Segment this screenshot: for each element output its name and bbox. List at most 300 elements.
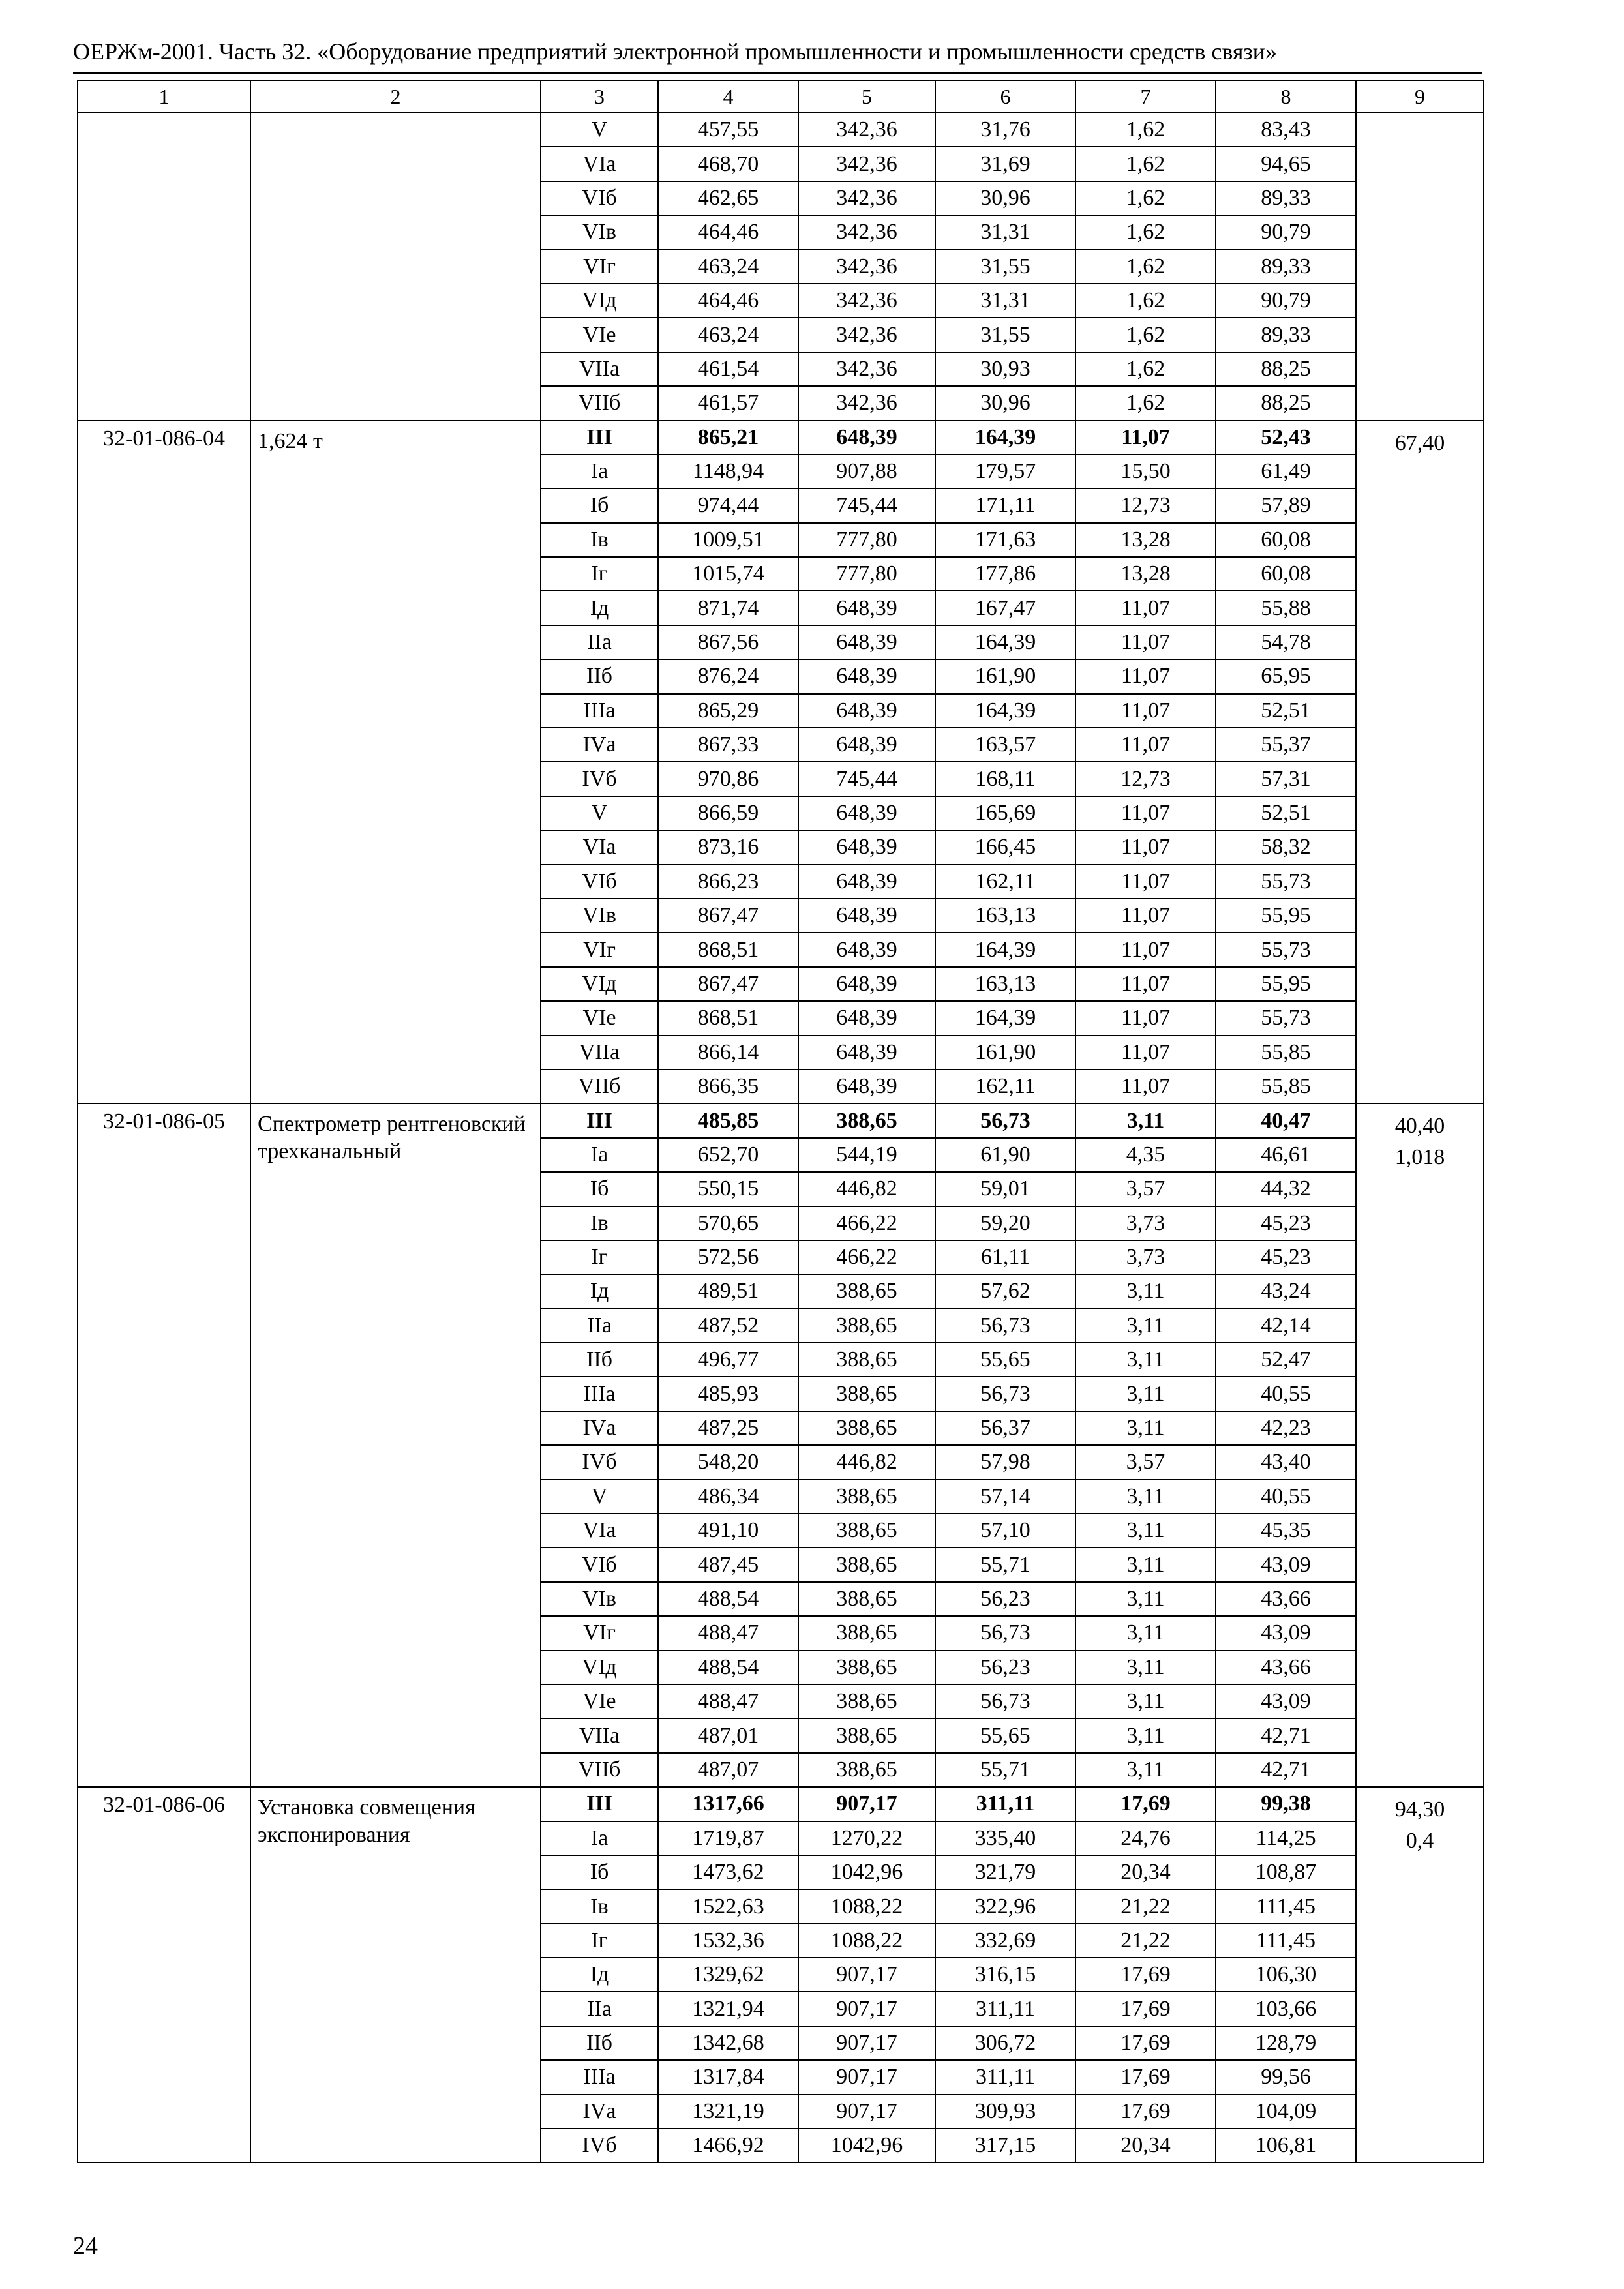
column-number: 4 <box>658 80 798 113</box>
machinist-wages-cell: 13,28 <box>1075 523 1216 557</box>
materials-cell: 55,85 <box>1216 1036 1356 1070</box>
wages-cell: 907,88 <box>798 455 935 488</box>
materials-cell: 111,45 <box>1216 1924 1356 1958</box>
wages-cell: 466,22 <box>798 1206 935 1240</box>
table-row <box>78 113 1484 147</box>
variant-cell: VIд <box>541 284 658 318</box>
total-cost-cell: 867,47 <box>658 967 798 1001</box>
total-cost-cell: 487,01 <box>658 1718 798 1752</box>
machines-cell: 56,73 <box>935 1309 1075 1343</box>
machines-cell: 161,90 <box>935 659 1075 693</box>
total-cost-cell: 487,52 <box>658 1309 798 1343</box>
machinist-wages-cell: 1,62 <box>1075 215 1216 249</box>
total-cost-cell: 550,15 <box>658 1172 798 1206</box>
variant-cell: IIа <box>541 1992 658 2026</box>
machinist-wages-cell: 11,07 <box>1075 899 1216 933</box>
variant-cell: Iг <box>541 557 658 591</box>
materials-cell: 42,71 <box>1216 1753 1356 1787</box>
total-cost-cell: 1466,92 <box>658 2129 798 2162</box>
machines-cell: 317,15 <box>935 2129 1075 2162</box>
variant-cell: VIд <box>541 1651 658 1684</box>
wages-cell: 777,80 <box>798 523 935 557</box>
machines-cell: 161,90 <box>935 1036 1075 1070</box>
wages-cell: 648,39 <box>798 796 935 830</box>
materials-cell: 89,33 <box>1216 318 1356 352</box>
materials-cell: 55,73 <box>1216 933 1356 966</box>
variant-cell: VIв <box>541 215 658 249</box>
wages-cell: 1270,22 <box>798 1821 935 1855</box>
variant-cell: VIIа <box>541 352 658 386</box>
variant-cell: Iв <box>541 1206 658 1240</box>
total-cost-cell: 468,70 <box>658 147 798 181</box>
total-cost-cell: 572,56 <box>658 1240 798 1274</box>
variant-cell: IVа <box>541 2095 658 2129</box>
machinist-wages-cell: 3,11 <box>1075 1753 1216 1787</box>
wages-cell: 388,65 <box>798 1651 935 1684</box>
variant-cell: IIIа <box>541 694 658 728</box>
variant-cell: VIб <box>541 865 658 899</box>
total-cost-cell: 866,14 <box>658 1036 798 1070</box>
materials-cell: 43,09 <box>1216 1616 1356 1650</box>
wages-cell: 388,65 <box>798 1377 935 1411</box>
total-cost-cell: 487,07 <box>658 1753 798 1787</box>
machines-cell: 162,11 <box>935 865 1075 899</box>
machinist-wages-cell: 11,07 <box>1075 659 1216 693</box>
materials-cell: 55,88 <box>1216 591 1356 625</box>
total-cost-cell: 487,45 <box>658 1548 798 1581</box>
total-cost-cell: 570,65 <box>658 1206 798 1240</box>
wages-cell: 648,39 <box>798 591 935 625</box>
wages-cell: 342,36 <box>798 284 935 318</box>
total-cost-cell: 866,59 <box>658 796 798 830</box>
wages-cell: 648,39 <box>798 728 935 762</box>
machinist-wages-cell: 3,11 <box>1075 1309 1216 1343</box>
materials-cell: 58,32 <box>1216 830 1356 864</box>
machinist-wages-cell: 3,73 <box>1075 1240 1216 1274</box>
total-cost-cell: 1317,84 <box>658 2060 798 2094</box>
materials-cell: 108,87 <box>1216 1855 1356 1889</box>
wages-cell: 388,65 <box>798 1480 935 1514</box>
col9-value: 67,40 <box>1394 430 1445 455</box>
wages-cell: 342,36 <box>798 318 935 352</box>
variant-cell: Iб <box>541 488 658 522</box>
machinist-wages-cell: 17,69 <box>1075 2026 1216 2060</box>
wages-cell: 388,65 <box>798 1343 935 1377</box>
total-cost-cell: 865,21 <box>658 421 798 455</box>
variant-cell: III <box>541 421 658 455</box>
machines-cell: 55,65 <box>935 1718 1075 1752</box>
machines-cell: 31,76 <box>935 113 1075 147</box>
wages-cell: 342,36 <box>798 352 935 386</box>
machines-cell: 56,73 <box>935 1377 1075 1411</box>
machines-cell: 164,39 <box>935 421 1075 455</box>
wages-cell: 388,65 <box>798 1103 935 1137</box>
materials-cell: 43,09 <box>1216 1548 1356 1581</box>
wages-cell: 1088,22 <box>798 1889 935 1923</box>
col9-cell-empty <box>1356 113 1484 421</box>
machinist-wages-cell: 11,07 <box>1075 967 1216 1001</box>
machinist-wages-cell: 17,69 <box>1075 1958 1216 1992</box>
rate-name: 1,624 т <box>250 421 541 1104</box>
wages-cell: 388,65 <box>798 1616 935 1650</box>
machinist-wages-cell: 13,28 <box>1075 557 1216 591</box>
total-cost-cell: 485,85 <box>658 1103 798 1137</box>
machinist-wages-cell: 21,22 <box>1075 1924 1216 1958</box>
total-cost-cell: 1317,66 <box>658 1787 798 1821</box>
variant-cell: VIб <box>541 181 658 215</box>
machines-cell: 164,39 <box>935 1001 1075 1035</box>
variant-cell: Iв <box>541 1889 658 1923</box>
total-cost-cell: 488,47 <box>658 1616 798 1650</box>
materials-cell: 44,32 <box>1216 1172 1356 1206</box>
machines-cell: 30,93 <box>935 352 1075 386</box>
wages-cell: 907,17 <box>798 2095 935 2129</box>
running-header: ОЕРЖм-2001. Часть 32. «Оборудование предприятий электронной промышленности и промышленности средств связи» <box>73 38 1277 65</box>
materials-cell: 111,45 <box>1216 1889 1356 1923</box>
variant-cell: VIIа <box>541 1036 658 1070</box>
total-cost-cell: 873,16 <box>658 830 798 864</box>
total-cost-cell: 867,33 <box>658 728 798 762</box>
machinist-wages-cell: 1,62 <box>1075 318 1216 352</box>
variant-cell: VIIа <box>541 1718 658 1752</box>
materials-cell: 43,66 <box>1216 1651 1356 1684</box>
total-cost-cell: 486,34 <box>658 1480 798 1514</box>
materials-cell: 94,65 <box>1216 147 1356 181</box>
machinist-wages-cell: 3,11 <box>1075 1548 1216 1581</box>
machinist-wages-cell: 11,07 <box>1075 625 1216 659</box>
wages-cell: 648,39 <box>798 659 935 693</box>
wages-cell: 1088,22 <box>798 1924 935 1958</box>
total-cost-cell: 866,35 <box>658 1070 798 1103</box>
machines-cell: 61,11 <box>935 1240 1075 1274</box>
machinist-wages-cell: 3,11 <box>1075 1274 1216 1308</box>
wages-cell: 907,17 <box>798 1787 935 1821</box>
total-cost-cell: 464,46 <box>658 215 798 249</box>
variant-cell: VIб <box>541 1548 658 1581</box>
materials-cell: 52,47 <box>1216 1343 1356 1377</box>
wages-cell: 745,44 <box>798 762 935 796</box>
wages-cell: 388,65 <box>798 1718 935 1752</box>
machinist-wages-cell: 15,50 <box>1075 455 1216 488</box>
wages-cell: 745,44 <box>798 488 935 522</box>
total-cost-cell: 876,24 <box>658 659 798 693</box>
materials-cell: 55,95 <box>1216 967 1356 1001</box>
variant-cell: V <box>541 796 658 830</box>
wages-cell: 388,65 <box>798 1309 935 1343</box>
total-cost-cell: 974,44 <box>658 488 798 522</box>
materials-cell: 42,71 <box>1216 1718 1356 1752</box>
wages-cell: 342,36 <box>798 250 935 284</box>
machines-cell: 179,57 <box>935 455 1075 488</box>
materials-cell: 60,08 <box>1216 557 1356 591</box>
machinist-wages-cell: 11,07 <box>1075 728 1216 762</box>
materials-cell: 90,79 <box>1216 284 1356 318</box>
page-number: 24 <box>73 2232 98 2260</box>
machines-cell: 56,73 <box>935 1103 1075 1137</box>
machinist-wages-cell: 3,57 <box>1075 1172 1216 1206</box>
machinist-wages-cell: 11,07 <box>1075 830 1216 864</box>
variant-cell: Iд <box>541 1274 658 1308</box>
variant-cell: V <box>541 1480 658 1514</box>
machines-cell: 171,63 <box>935 523 1075 557</box>
column-number: 5 <box>798 80 935 113</box>
total-cost-cell: 488,54 <box>658 1651 798 1684</box>
machines-cell: 56,37 <box>935 1411 1075 1445</box>
machines-cell: 55,71 <box>935 1548 1075 1581</box>
variant-cell: Iб <box>541 1855 658 1889</box>
wages-cell: 648,39 <box>798 421 935 455</box>
variant-cell: Iа <box>541 455 658 488</box>
total-cost-cell: 464,46 <box>658 284 798 318</box>
header-rule <box>73 72 1482 74</box>
materials-cell: 52,51 <box>1216 694 1356 728</box>
machines-cell: 59,01 <box>935 1172 1075 1206</box>
machines-cell: 309,93 <box>935 2095 1075 2129</box>
machinist-wages-cell: 3,11 <box>1075 1103 1216 1137</box>
rate-name: Спектрометр рентгеновский трехканальный <box>250 1103 541 1787</box>
column-number: 3 <box>541 80 658 113</box>
column-number: 2 <box>250 80 541 113</box>
machines-cell: 163,57 <box>935 728 1075 762</box>
wages-cell: 466,22 <box>798 1240 935 1274</box>
total-cost-cell: 652,70 <box>658 1138 798 1172</box>
materials-cell: 43,24 <box>1216 1274 1356 1308</box>
total-cost-cell: 1719,87 <box>658 1821 798 1855</box>
total-cost-cell: 1321,19 <box>658 2095 798 2129</box>
wages-cell: 907,17 <box>798 2026 935 2060</box>
materials-cell: 55,85 <box>1216 1070 1356 1103</box>
machinist-wages-cell: 17,69 <box>1075 2095 1216 2129</box>
wages-cell: 648,39 <box>798 625 935 659</box>
total-cost-cell: 491,10 <box>658 1514 798 1548</box>
rate-code: 32-01-086-04 <box>78 421 250 1104</box>
materials-cell: 88,25 <box>1216 352 1356 386</box>
main-row <box>78 421 1484 455</box>
machines-cell: 61,90 <box>935 1138 1075 1172</box>
wages-cell: 342,36 <box>798 113 935 147</box>
total-cost-cell: 867,47 <box>658 899 798 933</box>
variant-cell: Iг <box>541 1924 658 1958</box>
machinist-wages-cell: 1,62 <box>1075 113 1216 147</box>
rate-code: 32-01-086-06 <box>78 1787 250 2162</box>
machinist-wages-cell: 11,07 <box>1075 1036 1216 1070</box>
column-number: 8 <box>1216 80 1356 113</box>
main-row <box>78 1103 1484 1137</box>
col9-value: 94,30 <box>1394 1797 1445 1822</box>
wages-cell: 388,65 <box>798 1274 935 1308</box>
variant-cell: IVб <box>541 2129 658 2162</box>
materials-cell: 43,66 <box>1216 1582 1356 1616</box>
machinist-wages-cell: 1,62 <box>1075 284 1216 318</box>
total-cost-cell: 1148,94 <box>658 455 798 488</box>
variant-cell: VIIб <box>541 1070 658 1103</box>
materials-cell: 55,37 <box>1216 728 1356 762</box>
total-cost-cell: 488,47 <box>658 1684 798 1718</box>
machinist-wages-cell: 11,07 <box>1075 865 1216 899</box>
materials-cell: 40,47 <box>1216 1103 1356 1137</box>
column-number: 9 <box>1356 80 1484 113</box>
machines-cell: 164,39 <box>935 933 1075 966</box>
total-cost-cell: 866,23 <box>658 865 798 899</box>
machinist-wages-cell: 3,11 <box>1075 1651 1216 1684</box>
machines-cell: 56,73 <box>935 1684 1075 1718</box>
materials-cell: 55,95 <box>1216 899 1356 933</box>
variant-cell: VIе <box>541 318 658 352</box>
variant-cell: IIб <box>541 1343 658 1377</box>
variant-cell: VIв <box>541 1582 658 1616</box>
wages-cell: 648,39 <box>798 1070 935 1103</box>
wages-cell: 648,39 <box>798 1001 935 1035</box>
machines-cell: 55,71 <box>935 1753 1075 1787</box>
machines-cell: 311,11 <box>935 1992 1075 2026</box>
materials-cell: 57,89 <box>1216 488 1356 522</box>
variant-cell: IVа <box>541 1411 658 1445</box>
machines-cell: 322,96 <box>935 1889 1075 1923</box>
machinist-wages-cell: 1,62 <box>1075 147 1216 181</box>
machinist-wages-cell: 11,07 <box>1075 591 1216 625</box>
materials-cell: 45,23 <box>1216 1240 1356 1274</box>
materials-cell: 57,31 <box>1216 762 1356 796</box>
machines-cell: 31,31 <box>935 215 1075 249</box>
main-row <box>78 1787 1484 1821</box>
machines-cell: 30,96 <box>935 386 1075 420</box>
materials-cell: 45,35 <box>1216 1514 1356 1548</box>
machinist-wages-cell: 11,07 <box>1075 1001 1216 1035</box>
wages-cell: 388,65 <box>798 1514 935 1548</box>
machinist-wages-cell: 11,07 <box>1075 421 1216 455</box>
wages-cell: 1042,96 <box>798 1855 935 1889</box>
wages-cell: 388,65 <box>798 1582 935 1616</box>
wages-cell: 648,39 <box>798 1036 935 1070</box>
col9-value: 0,4 <box>1406 1828 1434 1853</box>
materials-cell: 45,23 <box>1216 1206 1356 1240</box>
materials-cell: 89,33 <box>1216 250 1356 284</box>
machinist-wages-cell: 1,62 <box>1075 386 1216 420</box>
machines-cell: 31,69 <box>935 147 1075 181</box>
variant-cell: IIб <box>541 2026 658 2060</box>
wages-cell: 648,39 <box>798 694 935 728</box>
total-cost-cell: 488,54 <box>658 1582 798 1616</box>
variant-cell: IIIа <box>541 1377 658 1411</box>
total-cost-cell: 487,25 <box>658 1411 798 1445</box>
total-cost-cell: 457,55 <box>658 113 798 147</box>
variant-cell: VIг <box>541 933 658 966</box>
machines-cell: 177,86 <box>935 557 1075 591</box>
machines-cell: 306,72 <box>935 2026 1075 2060</box>
materials-cell: 60,08 <box>1216 523 1356 557</box>
materials-cell: 106,30 <box>1216 1958 1356 1992</box>
total-cost-cell: 1015,74 <box>658 557 798 591</box>
rates-table <box>77 80 1484 2163</box>
materials-cell: 114,25 <box>1216 1821 1356 1855</box>
materials-cell: 88,25 <box>1216 386 1356 420</box>
wages-cell: 907,17 <box>798 1958 935 1992</box>
col9-cell <box>1356 1787 1484 2162</box>
variant-cell: VIе <box>541 1001 658 1035</box>
machinist-wages-cell: 3,11 <box>1075 1684 1216 1718</box>
total-cost-cell: 462,65 <box>658 181 798 215</box>
variant-cell: VIIб <box>541 1753 658 1787</box>
machines-cell: 55,65 <box>935 1343 1075 1377</box>
machinist-wages-cell: 17,69 <box>1075 1992 1216 2026</box>
total-cost-cell: 1009,51 <box>658 523 798 557</box>
variant-cell: IIIа <box>541 2060 658 2094</box>
machinist-wages-cell: 11,07 <box>1075 1070 1216 1103</box>
machines-cell: 171,11 <box>935 488 1075 522</box>
machines-cell: 311,11 <box>935 1787 1075 1821</box>
materials-cell: 43,09 <box>1216 1684 1356 1718</box>
materials-cell: 52,43 <box>1216 421 1356 455</box>
total-cost-cell: 865,29 <box>658 694 798 728</box>
machines-cell: 163,13 <box>935 899 1075 933</box>
total-cost-cell: 868,51 <box>658 1001 798 1035</box>
wages-cell: 342,36 <box>798 215 935 249</box>
total-cost-cell: 496,77 <box>658 1343 798 1377</box>
materials-cell: 40,55 <box>1216 1377 1356 1411</box>
machines-cell: 56,23 <box>935 1651 1075 1684</box>
machines-cell: 57,10 <box>935 1514 1075 1548</box>
variant-cell: Iа <box>541 1138 658 1172</box>
machinist-wages-cell: 3,11 <box>1075 1411 1216 1445</box>
col9-value: 1,018 <box>1394 1144 1445 1169</box>
machinist-wages-cell: 3,73 <box>1075 1206 1216 1240</box>
wages-cell: 446,82 <box>798 1172 935 1206</box>
variant-cell: IIб <box>541 659 658 693</box>
variant-cell: VIа <box>541 1514 658 1548</box>
machinist-wages-cell: 24,76 <box>1075 1821 1216 1855</box>
materials-cell: 99,38 <box>1216 1787 1356 1821</box>
machines-cell: 56,23 <box>935 1582 1075 1616</box>
variant-cell: Iд <box>541 1958 658 1992</box>
column-number: 7 <box>1075 80 1216 113</box>
total-cost-cell: 463,24 <box>658 318 798 352</box>
machinist-wages-cell: 3,11 <box>1075 1343 1216 1377</box>
wages-cell: 388,65 <box>798 1753 935 1787</box>
col9-cell <box>1356 421 1484 1104</box>
machinist-wages-cell: 1,62 <box>1075 250 1216 284</box>
wages-cell: 342,36 <box>798 147 935 181</box>
wages-cell: 446,82 <box>798 1445 935 1479</box>
machines-cell: 163,13 <box>935 967 1075 1001</box>
variant-cell: VIIб <box>541 386 658 420</box>
machines-cell: 57,14 <box>935 1480 1075 1514</box>
materials-cell: 55,73 <box>1216 1001 1356 1035</box>
machines-cell: 316,15 <box>935 1958 1075 1992</box>
materials-cell: 104,09 <box>1216 2095 1356 2129</box>
table-body <box>78 80 1484 2162</box>
wages-cell: 544,19 <box>798 1138 935 1172</box>
variant-cell: VIд <box>541 967 658 1001</box>
machines-cell: 56,73 <box>935 1616 1075 1650</box>
variant-cell: VIг <box>541 250 658 284</box>
total-cost-cell: 548,20 <box>658 1445 798 1479</box>
materials-cell: 90,79 <box>1216 215 1356 249</box>
name-cell-empty <box>250 113 541 421</box>
machinist-wages-cell: 20,34 <box>1075 2129 1216 2162</box>
machinist-wages-cell: 20,34 <box>1075 1855 1216 1889</box>
wages-cell: 388,65 <box>798 1684 935 1718</box>
machines-cell: 31,31 <box>935 284 1075 318</box>
machinist-wages-cell: 12,73 <box>1075 488 1216 522</box>
variant-cell: Iг <box>541 1240 658 1274</box>
total-cost-cell: 1342,68 <box>658 2026 798 2060</box>
machines-cell: 30,96 <box>935 181 1075 215</box>
total-cost-cell: 1329,62 <box>658 1958 798 1992</box>
variant-cell: V <box>541 113 658 147</box>
code-cell-empty <box>78 113 250 421</box>
machines-cell: 168,11 <box>935 762 1075 796</box>
machines-cell: 167,47 <box>935 591 1075 625</box>
